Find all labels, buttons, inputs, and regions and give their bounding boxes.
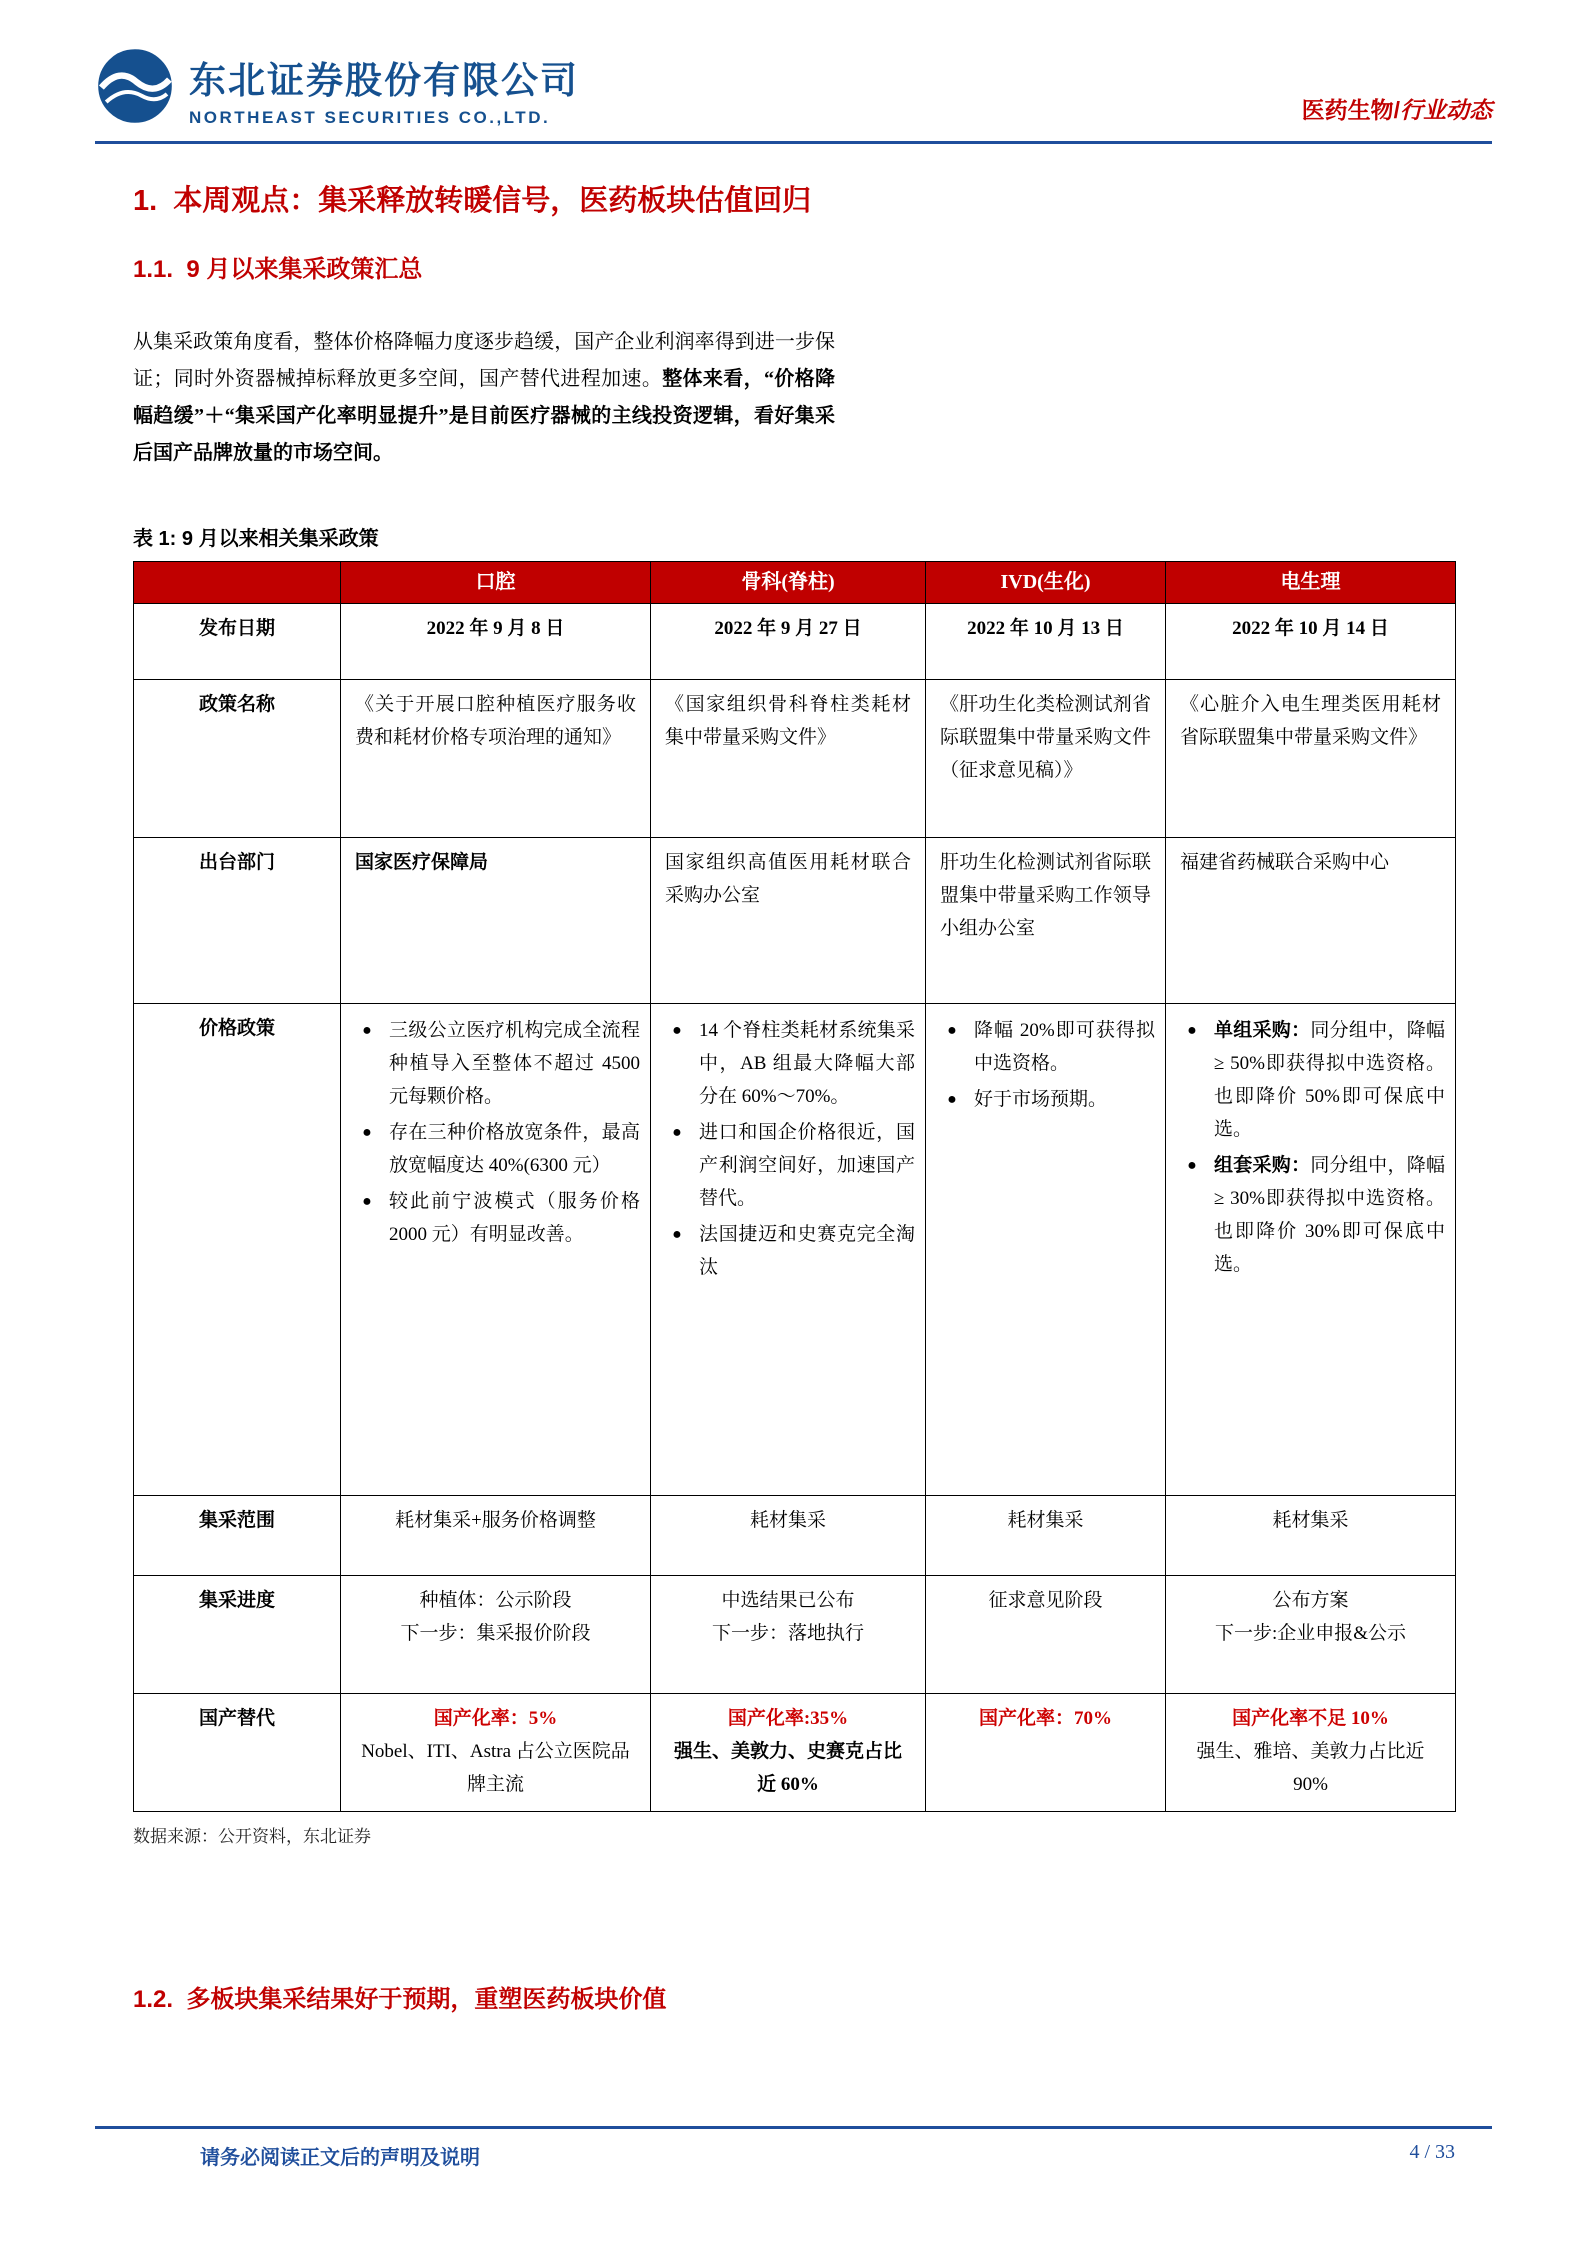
brand-note: Nobel、ITI、Astra 占公立医院品牌主流 [361, 1741, 630, 1795]
table-cell [926, 1576, 1166, 1694]
domestic-rate: 国产化率：70% [978, 1708, 1112, 1729]
price-policy-ep [1166, 1004, 1456, 1496]
table-cell [341, 1694, 651, 1812]
bullet-lead: 单组采购： [1214, 1020, 1311, 1041]
table-header-ivd: IVD(生化) [926, 562, 1166, 604]
bullet-item [655, 1014, 915, 1113]
table-cell [1166, 1694, 1456, 1812]
page-footer [0, 2126, 1587, 2170]
company-name-block [189, 50, 579, 128]
table-header-ep: 电生理 [1166, 562, 1456, 604]
bullet-lead: 组套采购： [1214, 1155, 1311, 1176]
table-cell [651, 1694, 926, 1812]
table-cell: 耗材集采 [651, 1496, 926, 1576]
progress-line: 下一步:企业申报&公示 [1214, 1623, 1407, 1644]
bullet-item [655, 1218, 915, 1284]
table-header-ortho: 骨科(脊柱) [651, 562, 926, 604]
table-cell: 2022 年 10 月 13 日 [926, 604, 1166, 680]
bullet-text: 法国捷迈和史赛克完全淘汰 [699, 1224, 915, 1278]
progress-line: 公布方案 [1272, 1590, 1349, 1611]
row-label: 集采范围 [134, 1496, 341, 1576]
domestic-rate: 国产化率：5% [433, 1708, 558, 1729]
bullet-text: 降幅 20%即可获得拟中选资格。 [974, 1020, 1155, 1074]
price-policy-ortho [651, 1004, 926, 1496]
bullet-text: 三级公立医疗机构完成全流程种植导入至整体不超过 4500 元每颗价格。 [389, 1020, 640, 1107]
progress-line: 下一步：集采报价阶段 [400, 1623, 591, 1644]
bullet-item [345, 1185, 640, 1251]
row-label: 发布日期 [134, 604, 341, 680]
bullet-text: 较此前宁波模式（服务价格 2000 元）有明显改善。 [389, 1191, 640, 1245]
table-cell: 2022 年 10 月 14 日 [1166, 604, 1456, 680]
bullet-rest: 同分组中，降幅 ≥ 50%即获得拟中选资格。也即降价 50%即可保底中选。 [1214, 1020, 1445, 1140]
footer-disclaimer: 请务必阅读正文后的声明及说明 [200, 2147, 480, 2169]
table-header-dental: 口腔 [341, 562, 651, 604]
row-label: 出台部门 [134, 838, 341, 1004]
company-name-en: NORTHEAST SECURITIES CO.,LTD. [189, 107, 551, 127]
section-1-heading: 1. 本周观点：集采释放转暖信号，医药板块估值回归 [133, 185, 812, 217]
domestic-rate: 国产化率不足 10% [1232, 1708, 1389, 1729]
report-body [0, 178, 1587, 2014]
table-cell: 耗材集采+服务价格调整 [341, 1496, 651, 1576]
table-cell: 2022 年 9 月 27 日 [651, 604, 926, 680]
row-label: 国产替代 [134, 1694, 341, 1812]
header-divider [95, 141, 1492, 144]
table-cell: 肝功生化检测试剂省际联盟集中带量采购工作领导小组办公室 [926, 838, 1166, 1004]
progress-line: 种植体：公示阶段 [419, 1590, 572, 1611]
data-source-note: 数据来源：公开资料，东北证券 [133, 1827, 371, 1846]
logo-globe-icon [95, 46, 175, 131]
bullet-rest: 同分组中，降幅 ≥ 30%即获得拟中选资格。也即降价 30%即可保底中选。 [1214, 1155, 1445, 1275]
row-label: 价格政策 [134, 1004, 341, 1496]
bullet-icon: ● [362, 1124, 372, 1141]
bullet-item [345, 1116, 640, 1182]
table-header-empty [134, 562, 341, 604]
bullet-item [930, 1083, 1155, 1116]
bullet-icon: ● [947, 1091, 957, 1108]
paragraph-normal-text: 从集采政策角度看，整体价格降幅力度逐步趋缓，国产企业利润率得到进一步保证；同时外资器械掉标释放更多空间，国产替代进程加速。 [133, 331, 835, 390]
table-row-scope [134, 1496, 1456, 1576]
bullet-icon: ● [362, 1022, 372, 1039]
bullet-item [1170, 1014, 1445, 1146]
bullet-icon: ● [1187, 1157, 1197, 1174]
table-cell: 2022 年 9 月 8 日 [341, 604, 651, 680]
table-cell [651, 1576, 926, 1694]
table-row-department [134, 838, 1456, 1004]
doc-type-label: 行业动态 [1400, 97, 1492, 123]
row-label: 政策名称 [134, 680, 341, 838]
bullet-icon: ● [1187, 1022, 1197, 1039]
paragraph-bold-text: 整体来看，“价格降幅趋缓”＋“集采国产化率明显提升”是目前医疗器械的主线投资逻辑，看好集采后国产品牌放量的市场空间。 [133, 368, 836, 464]
bullet-icon: ● [672, 1022, 682, 1039]
table-cell [341, 1576, 651, 1694]
bullet-text: 14 个脊柱类耗材系统集采中，AB 组最大降幅大部分在 60%～70%。 [699, 1020, 915, 1107]
row-label: 集采进度 [134, 1576, 341, 1694]
bullet-icon: ● [672, 1124, 682, 1141]
category-separator: / [1393, 97, 1400, 123]
company-logo [95, 46, 579, 131]
bullet-icon: ● [947, 1022, 957, 1039]
table-cell: 耗材集采 [1166, 1496, 1456, 1576]
price-policy-dental [341, 1004, 651, 1496]
progress-line: 征求意见阶段 [988, 1590, 1103, 1611]
table-header-row [134, 562, 1456, 604]
bullet-item [655, 1116, 915, 1215]
brand-note: 强生、美敦力、史赛克占比近 60% [673, 1741, 902, 1795]
table-cell [926, 1694, 1166, 1812]
page-number: 4 / 33 [1409, 2141, 1455, 2163]
report-category [1302, 92, 1492, 131]
bullet-item [345, 1014, 640, 1113]
table-cell: 福建省药械联合采购中心 [1166, 838, 1456, 1004]
bullet-text: 进口和国企价格很近，国产利润空间好，加速国产替代。 [699, 1122, 915, 1209]
table-cell: 《国家组织骨科脊柱类耗材集中带量采购文件》 [651, 680, 926, 838]
table-row-publish-date [134, 604, 1456, 680]
bullet-item [1170, 1149, 1445, 1281]
progress-line: 下一步：落地执行 [711, 1623, 864, 1644]
table-caption: 表 1: 9 月以来相关集采政策 [133, 528, 379, 550]
section-1-2-heading: 1.2. 多板块集采结果好于预期，重塑医药板块价值 [133, 1986, 667, 2013]
table-cell: 《关于开展口腔种植医疗服务收费和耗材价格专项治理的通知》 [341, 680, 651, 838]
page-header [0, 0, 1587, 141]
bullet-text: 存在三种价格放宽条件，最高放宽幅度达 40%(6300 元） [389, 1122, 640, 1176]
brand-note: 强生、雅培、美敦力占比近 90% [1196, 1741, 1425, 1795]
bullet-text: 好于市场预期。 [974, 1089, 1108, 1110]
table-cell: 《心脏介入电生理类医用耗材省际联盟集中带量采购文件》 [1166, 680, 1456, 838]
table-cell: 《肝功生化类检测试剂省际联盟集中带量采购文件（征求意见稿）》 [926, 680, 1166, 838]
overview-paragraph [133, 324, 835, 472]
table-cell: 国家组织高值医用耗材联合采购办公室 [651, 838, 926, 1004]
domestic-rate: 国产化率:35% [727, 1708, 849, 1729]
table-row-price-policy [134, 1004, 1456, 1496]
bullet-icon: ● [362, 1193, 372, 1210]
table-row-policy-name [134, 680, 1456, 838]
policy-table [133, 561, 1456, 1812]
section-1-1-heading: 1.1. 9 月以来集采政策汇总 [133, 256, 423, 283]
price-policy-ivd [926, 1004, 1166, 1496]
table-row-progress [134, 1576, 1456, 1694]
bullet-item [930, 1014, 1155, 1080]
bullet-icon: ● [672, 1226, 682, 1243]
table-cell: 国家医疗保障局 [341, 838, 651, 1004]
table-row-domestic-substitution [134, 1694, 1456, 1812]
table-cell: 耗材集采 [926, 1496, 1166, 1576]
progress-line: 中选结果已公布 [721, 1590, 855, 1611]
industry-label: 医药生物 [1301, 97, 1394, 123]
bullet-text [1214, 1149, 1445, 1281]
bullet-text [1214, 1014, 1445, 1146]
table-cell [1166, 1576, 1456, 1694]
company-name-cn: 东北证券股份有限公司 [189, 59, 579, 101]
